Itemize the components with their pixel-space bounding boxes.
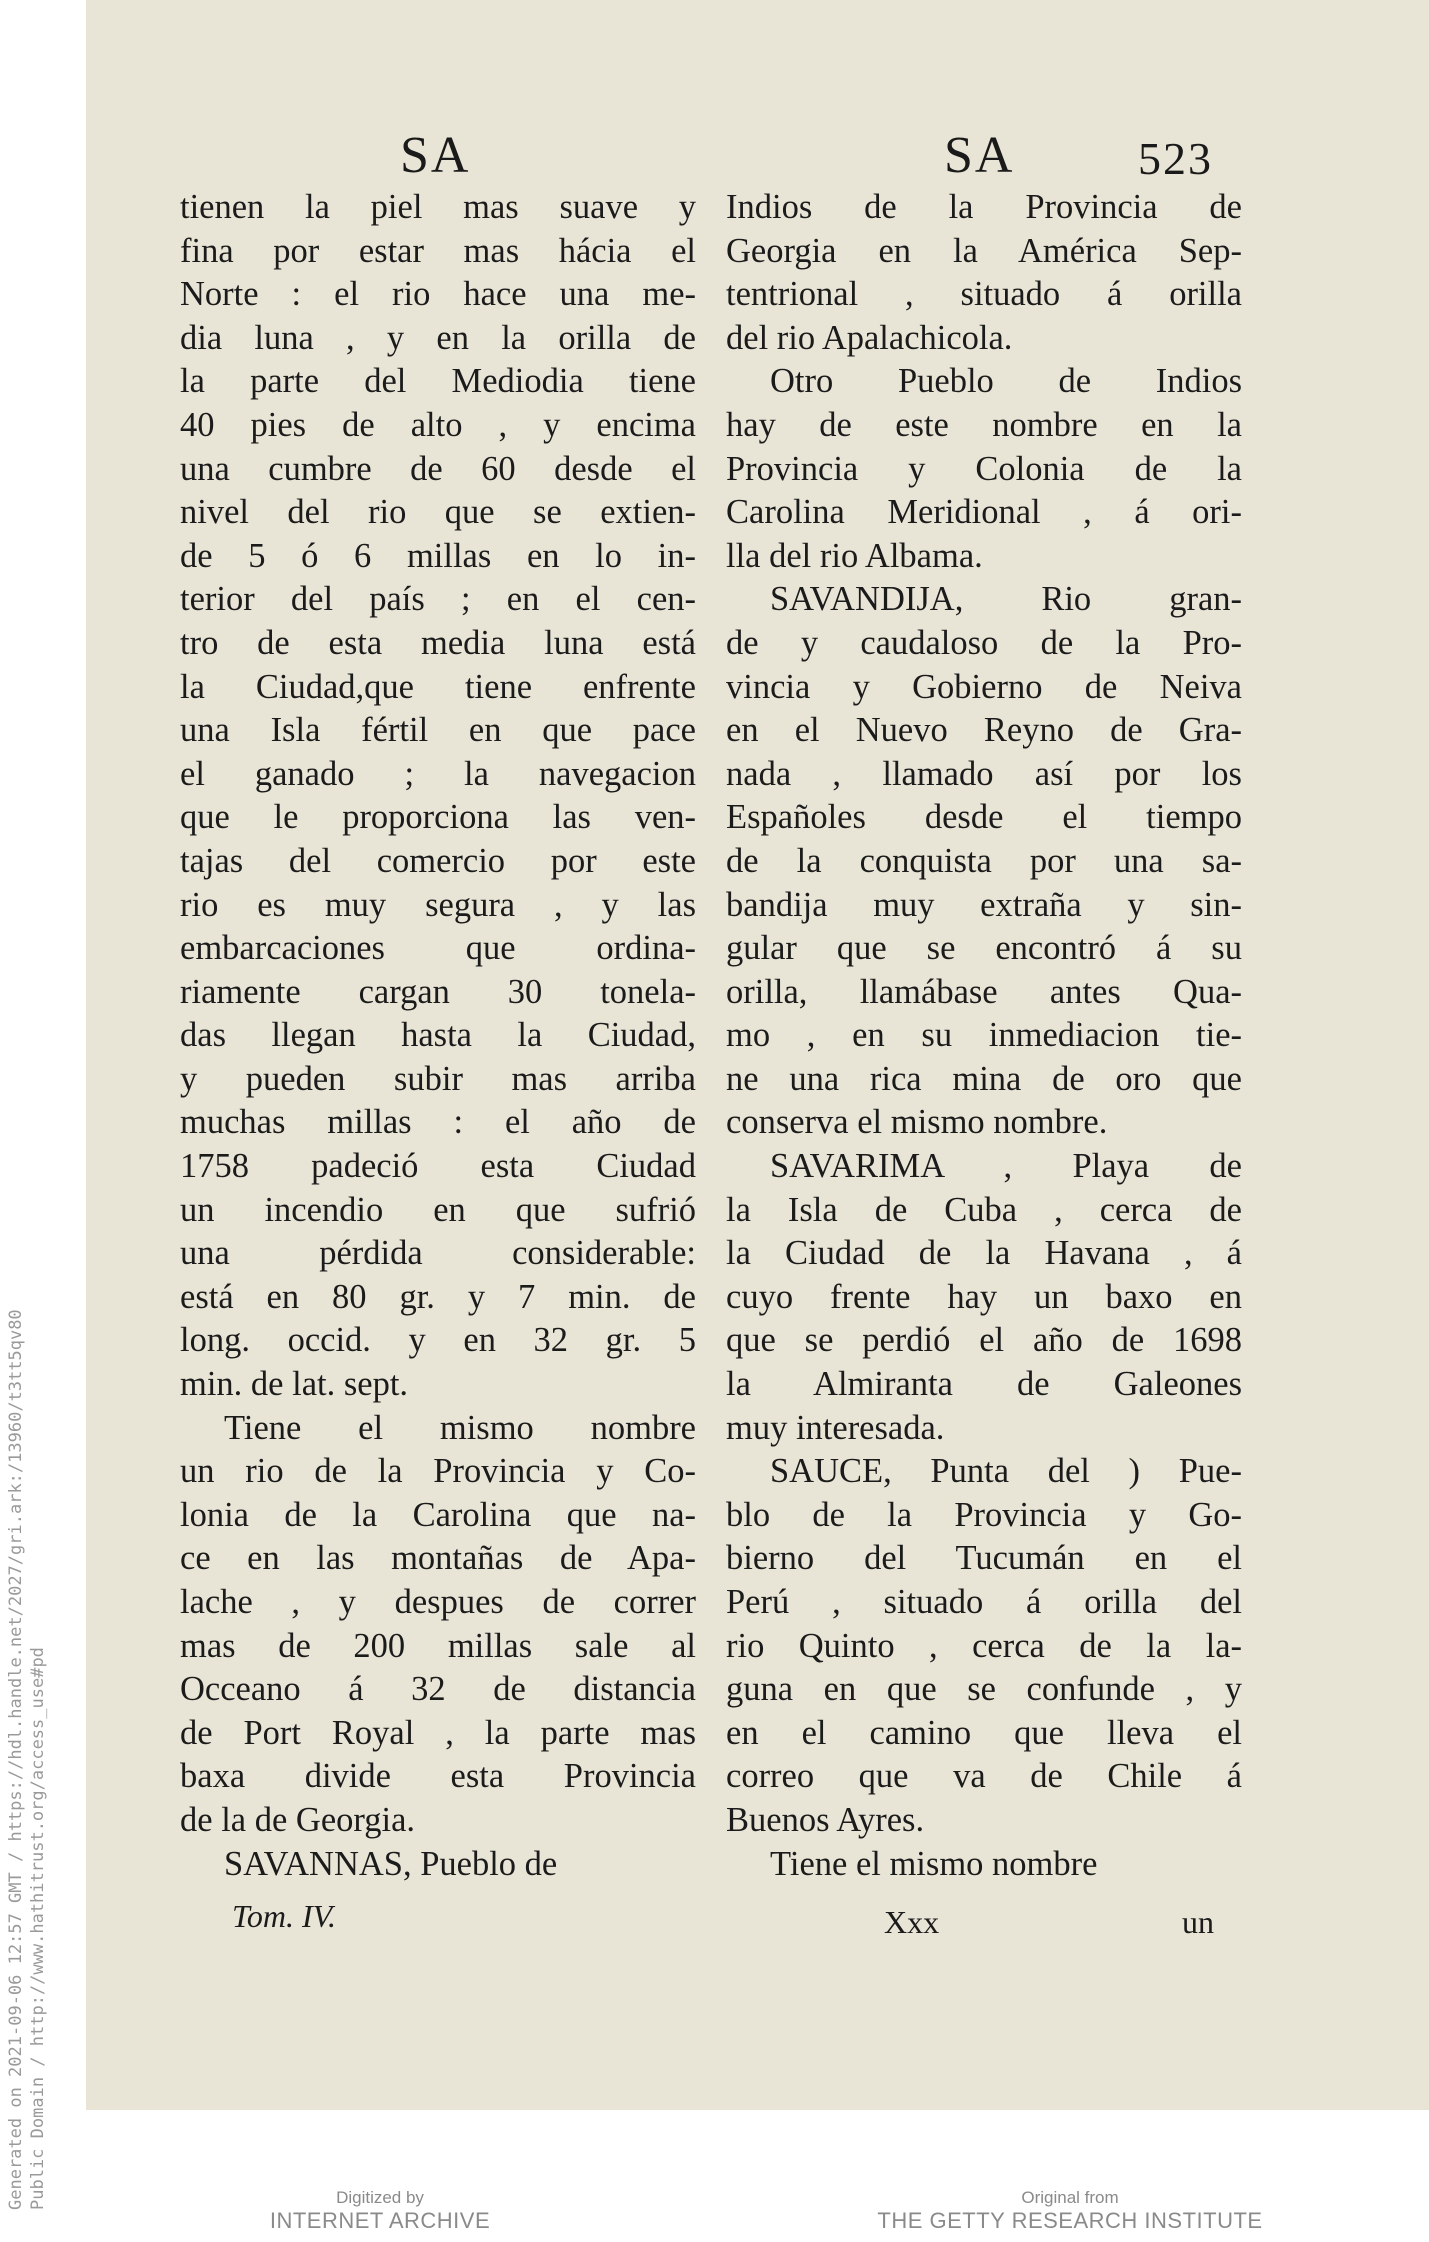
catchword: un (1182, 1904, 1214, 1940)
text-line: Tiene el mismo nombre (770, 1844, 1098, 1883)
watermark-strip (0, 0, 86, 2242)
text-line: Norte : el rio hace una me- (180, 275, 696, 314)
text-line: mas de 200 millas sale al (180, 1626, 696, 1665)
text-line: de 5 ó 6 millas en lo in- (180, 536, 696, 575)
gathering-mark: Xxx (884, 1904, 940, 1940)
text-line: Perú , situado á orilla del (726, 1583, 1242, 1621)
text-line: mo , en su inmediacion tie- (726, 1016, 1242, 1055)
text-line: SAVANNAS, Pueblo de (224, 1844, 558, 1883)
text-line: lla del rio Albama. (726, 536, 983, 575)
text-line: ne una rica mina de oro que (726, 1059, 1242, 1098)
text-line: gular que se encontró á su (726, 929, 1242, 968)
text-line: nivel del rio que se extien- (180, 493, 696, 532)
text-line: en el Nuevo Reyno de Gra- (726, 711, 1242, 750)
text-line: muchas millas : el año de (180, 1103, 696, 1142)
text-line: conserva el mismo nombre. (726, 1103, 1108, 1142)
text-line: de la conquista por una sa- (726, 841, 1242, 880)
footer-original-label: Original from (1021, 2188, 1119, 2207)
text-line: una cumbre de 60 desde el (180, 449, 696, 488)
text-line: rio Quinto , cerca de la la- (726, 1626, 1242, 1665)
text-line: bierno del Tucumán en el (726, 1539, 1242, 1578)
text-line: rio es muy segura , y las (180, 885, 696, 924)
text-line: min. de lat. sept. (180, 1365, 409, 1404)
text-line: un rio de la Provincia y Co- (180, 1452, 696, 1491)
text-line: 40 pies de alto , y encima (180, 405, 696, 444)
text-line: la Almiranta de Galeones (726, 1365, 1242, 1404)
text-line: tajas del comercio por este (180, 841, 696, 880)
text-line: Carolina Meridional , á ori- (726, 493, 1242, 532)
text-line: Indios de la Provincia de (726, 188, 1242, 226)
text-line: 1758 padeció esta Ciudad (180, 1147, 696, 1186)
text-line: tro de esta media luna está (180, 623, 696, 662)
text-line: lonia de la Carolina que na- (180, 1495, 696, 1534)
footer-digitized-label: Digitized by (336, 2188, 424, 2207)
tome-signature: Tom. IV. (232, 1898, 337, 1934)
text-line: está en 80 gr. y 7 min. de (180, 1277, 696, 1316)
text-line: das llegan hasta la Ciudad, (180, 1016, 696, 1055)
text-line: y pueden subir mas arriba (180, 1059, 696, 1098)
text-line: SAVARIMA , Playa de (770, 1147, 1242, 1186)
text-line: una Isla fértil en que pace (180, 711, 696, 750)
text-line: guna en que se confunde , y (726, 1670, 1242, 1709)
text-line: de Port Royal , la parte mas (180, 1713, 696, 1752)
text-line: Tiene el mismo nombre (224, 1408, 696, 1447)
page-number: 523 (1138, 133, 1213, 184)
footer-original (860, 2188, 1280, 2234)
running-head-left: SA (400, 127, 471, 184)
text-line: embarcaciones que ordina- (180, 929, 696, 968)
text-line: orilla, llamábase antes Qua- (726, 972, 1242, 1011)
text-line: ce en las montañas de Apa- (180, 1539, 696, 1578)
text-line: SAVANDIJA, Rio gran- (770, 580, 1242, 619)
text-line: baxa divide esta Provincia (180, 1757, 696, 1796)
text-line: cuyo frente hay un baxo en (726, 1277, 1242, 1316)
text-line: riamente cargan 30 tonela- (180, 972, 696, 1011)
watermark-line-2: Public Domain / http://www.hathitrust.org/access_use#pd (28, 1647, 48, 2210)
text-line: en el camino que lleva el (726, 1713, 1242, 1752)
text-line: dia luna , y en la orilla de (180, 318, 696, 357)
text-line: hay de este nombre en la (726, 405, 1242, 444)
text-line: Otro Pueblo de Indios (770, 362, 1242, 401)
text-line: muy interesada. (726, 1408, 945, 1447)
text-line: del rio Apalachicola. (726, 318, 1013, 357)
watermark-line-1: Generated on 2021-09-06 12:57 GMT / https://hdl.handle.net/2027/gri.ark:/13960/t3tt5qv80 (6, 1309, 26, 2210)
text-line: tentrional , situado á orilla (726, 275, 1242, 314)
right-column (726, 186, 1242, 1886)
text-line: Buenos Ayres. (726, 1800, 925, 1839)
text-line: lache , y despues de correr (180, 1583, 696, 1621)
text-line: una pérdida considerable: (180, 1234, 696, 1273)
footer-original-source: THE GETTY RESEARCH INSTITUTE (877, 2208, 1263, 2233)
text-line: Georgia en la América Sep- (726, 231, 1242, 270)
text-line: blo de la Provincia y Go- (726, 1495, 1242, 1534)
text-line: un incendio en que sufrió (180, 1190, 696, 1229)
text-line: el ganado ; la navegacion (180, 754, 696, 793)
text-line: tienen la piel mas suave y (180, 188, 696, 226)
footer-digitized (240, 2188, 520, 2234)
text-line: de la de Georgia. (180, 1800, 416, 1839)
text-line: Occeano á 32 de distancia (180, 1670, 696, 1709)
text-line: que se perdió el año de 1698 (726, 1321, 1242, 1360)
text-line: Provincia y Colonia de la (726, 449, 1242, 488)
text-line: fina por estar mas hácia el (180, 231, 696, 270)
running-head-right: SA (944, 127, 1015, 184)
text-line: SAUCE, Punta del ) Pue- (770, 1452, 1242, 1491)
text-line: bandija muy extraña y sin- (726, 885, 1242, 924)
text-line: la Ciudad,que tiene enfrente (180, 667, 696, 706)
text-line: Españoles desde el tiempo (726, 798, 1242, 837)
footer-digitized-source: INTERNET ARCHIVE (269, 2208, 491, 2233)
text-line: long. occid. y en 32 gr. 5 (180, 1321, 696, 1360)
text-line: de y caudaloso de la Pro- (726, 623, 1242, 662)
text-line: terior del país ; en el cen- (180, 580, 696, 619)
text-line: que le proporciona las ven- (180, 798, 696, 837)
text-line: correo que va de Chile á (726, 1757, 1242, 1796)
text-line: nada , llamado así por los (726, 754, 1242, 793)
text-line: la Isla de Cuba , cerca de (726, 1190, 1242, 1229)
text-line: la parte del Mediodia tiene (180, 362, 696, 401)
left-column (180, 186, 696, 1886)
text-line: la Ciudad de la Havana , á (726, 1234, 1242, 1273)
text-line: vincia y Gobierno de Neiva (726, 667, 1242, 706)
